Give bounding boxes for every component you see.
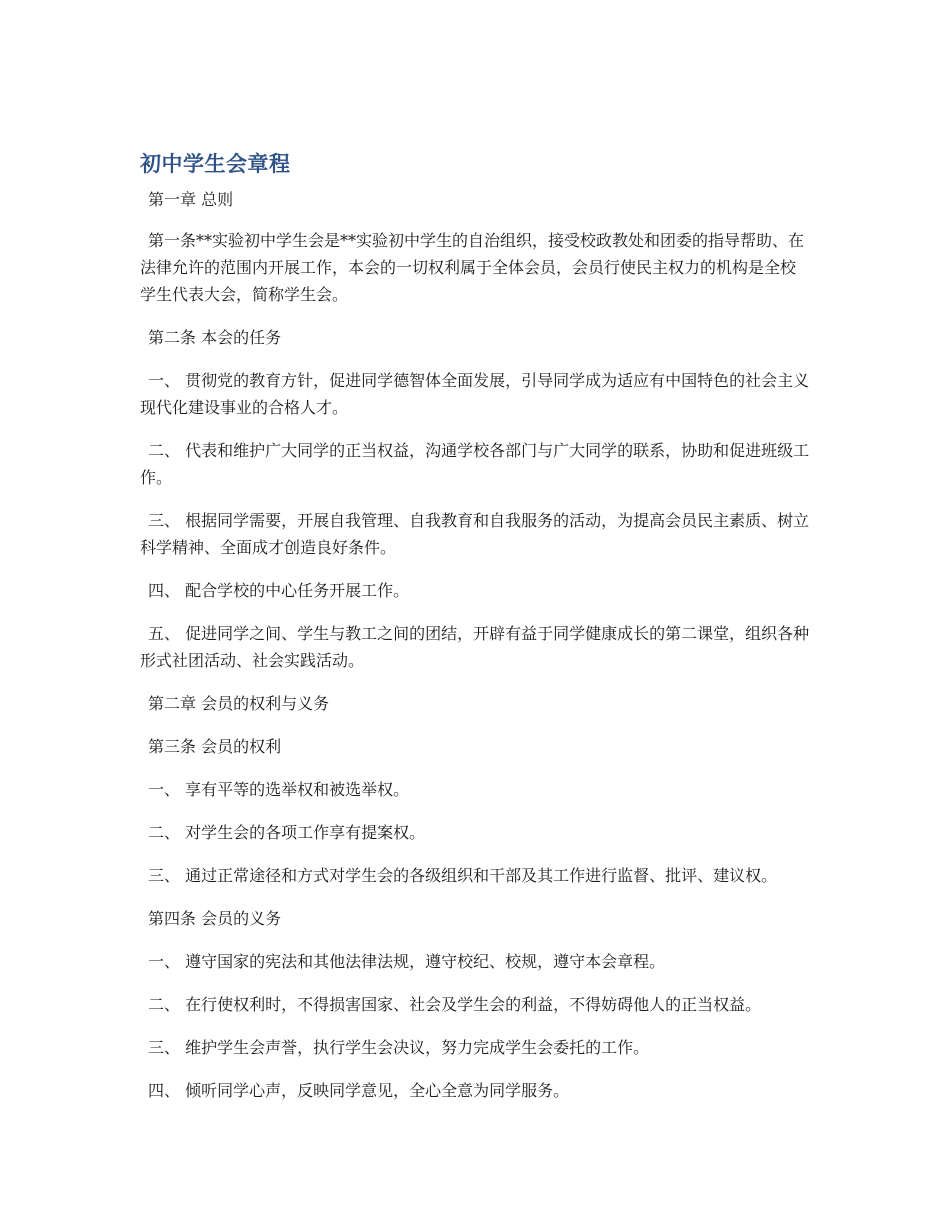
list-item: 一、 享有平等的选举权和被选举权。 — [148, 780, 410, 799]
list-item: 三、 根据同学需要，开展自我管理、自我教育和自我服务的活动，为提高会员民主素质、树立科学精神、全面成才创造良好条件。 — [140, 511, 810, 557]
chapter-heading: 第二章 会员的权利与义务 — [148, 694, 330, 713]
list-item: 四、 配合学校的中心任务开展工作。 — [148, 581, 410, 600]
document-page — [140, 150, 810, 1120]
list-item: 二、 在行使权利时，不得损害国家、社会及学生会的利益，不得妨碍他人的正当权益。 — [148, 995, 762, 1014]
list-item: 四、 倾听同学心声，反映同学意见，全心全意为同学服务。 — [148, 1081, 570, 1100]
chapter-heading: 第一章 总则 — [148, 190, 234, 209]
list-item: 一、 遵守国家的宪法和其他法律法规，遵守校纪、校规，遵守本会章程。 — [148, 952, 666, 971]
list-item: 五、 促进同学之间、学生与教工之间的团结，开辟有益于同学健康成长的第二课堂，组织各种形式社团活动、社会实践活动。 — [140, 624, 810, 670]
list-item: 三、 维护学生会声誉，执行学生会决议，努力完成学生会委托的工作。 — [148, 1038, 650, 1057]
article-heading: 第三条 会员的权利 — [148, 737, 282, 756]
article-heading: 第四条 会员的义务 — [148, 909, 282, 928]
article-paragraph: 第一条**实验初中学生会是**实验初中学生的自治组织，接受校政教处和团委的指导帮助、在法律允许的范围内开展工作，本会的一切权利属于全体会员，会员行使民主权力的机构是全校学生代表大会，简称学生会。 — [140, 231, 805, 304]
list-item: 二、 代表和维护广大同学的正当权益，沟通学校各部门与广大同学的联系，协助和促进班级工作。 — [140, 441, 810, 487]
list-item: 一、 贯彻党的教育方针，促进同学德智体全面发展，引导同学成为适应有中国特色的社会主义现代化建设事业的合格人才。 — [140, 371, 810, 417]
article-heading: 第二条 本会的任务 — [148, 328, 282, 347]
list-item: 二、 对学生会的各项工作享有提案权。 — [148, 823, 426, 842]
document-title: 初中学生会章程 — [140, 152, 291, 176]
list-item: 三、 通过正常途径和方式对学生会的各级组织和干部及其工作进行监督、批评、建议权。 — [148, 866, 778, 885]
